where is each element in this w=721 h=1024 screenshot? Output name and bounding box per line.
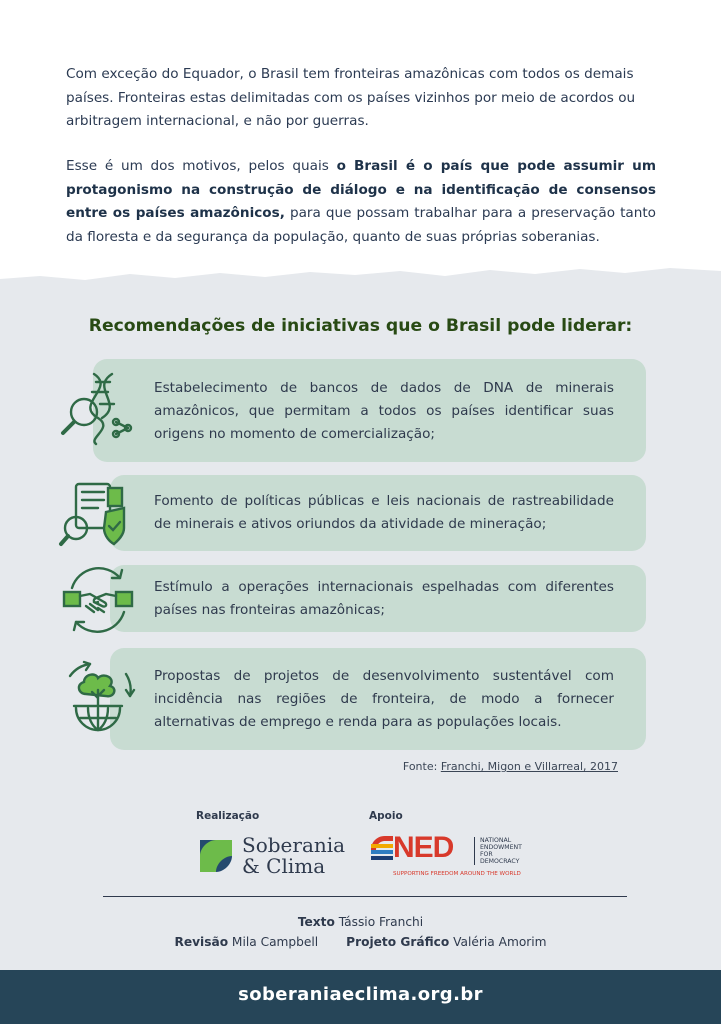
ned-name-line2: ENDOWMENT: [480, 844, 522, 851]
footer-website-link[interactable]: soberaniaeclima.org.br: [238, 984, 483, 1005]
ned-tagline: SUPPORTING FREEDOM AROUND THE WORLD: [393, 871, 521, 877]
ned-logo: [371, 831, 541, 882]
intro-paragraph-2: [66, 155, 656, 249]
source-citation: Fonte: Franchi, Migon e Villarreal, 2017: [402, 760, 618, 773]
intro-paragraph-2-highlight: o Brasil é o país que pode assumir um protagonismo na construção de diálogo e na identificação de consensos entre os países amazônicos,: [66, 158, 656, 221]
dna-magnifier-icon: [58, 370, 134, 446]
source-link[interactable]: Franchi, Migon e Villarreal, 2017: [440, 760, 618, 773]
credits-line-1: Texto Tássio Franchi: [297, 915, 424, 929]
soberania-clima-logo: [196, 832, 356, 880]
recommendations-heading: Recomendações de iniciativas que o Brasil pode liderar:: [88, 316, 633, 336]
ned-name-line4: DEMOCRACY: [480, 858, 520, 865]
intro-paragraph-2-end: para que possam trabalhar para a preservação tanto da floresta e da segurança da população, quanto de suas próprias soberanias.: [66, 205, 656, 245]
soberania-wordmark-line2: & Clima: [242, 854, 326, 878]
recommendation-text-2: Fomento de políticas públicas e leis nacionais de rastreabilidade de minerais e ativos oriundos da atividade de mineração;: [154, 493, 614, 532]
recommendation-text-3: Estímulo a operações internacionais espelhadas com diferentes países nas fronteiras amazônicas;: [154, 579, 614, 618]
soberania-leaf-icon: [196, 836, 236, 876]
tree-globe-icon: [60, 660, 136, 736]
intro-paragraph-2-start: Esse é um dos motivos, pelos quais: [66, 158, 337, 174]
credits-line-2: Revisão Mila Campbell Projeto Gráfico Valéria Amorim: [174, 935, 547, 949]
ned-name-line3: FOR: [480, 851, 493, 858]
ned-mark: NED: [393, 831, 454, 864]
apoio-label: Apoio: [369, 810, 403, 822]
recommendation-text-4: Propostas de projetos de desenvolvimento sustentável com incidência nas regiões de fronteira, de modo a fornecer alternativas de emprego e renda para as populações locais.: [154, 668, 614, 730]
torn-paper-edge: [0, 255, 721, 315]
globe-handshake-icon: [60, 562, 136, 638]
credits-divider: [103, 896, 627, 897]
ned-name-line1: NATIONAL: [480, 837, 512, 844]
ned-stripes-icon: [371, 836, 393, 864]
document-shield-icon: [58, 478, 134, 554]
intro-paragraph-1: Com exceção do Equador, o Brasil tem fronteiras amazônicas com todos os demais países. Fronteiras estas delimitadas com os países vizinhos por meio de acordos ou arbitragem internacional, e não por guerras.: [66, 66, 636, 129]
realizacao-label: Realização: [196, 810, 260, 822]
footer-bar: [0, 970, 721, 1024]
soberania-wordmark-line1: Soberania: [242, 833, 346, 857]
recommendation-text-1: Estabelecimento de bancos de dados de DNA de minerais amazônicos, que permitam a todos os países identificar suas origens no momento de comercialização;: [154, 380, 614, 442]
ned-divider: [474, 837, 475, 865]
